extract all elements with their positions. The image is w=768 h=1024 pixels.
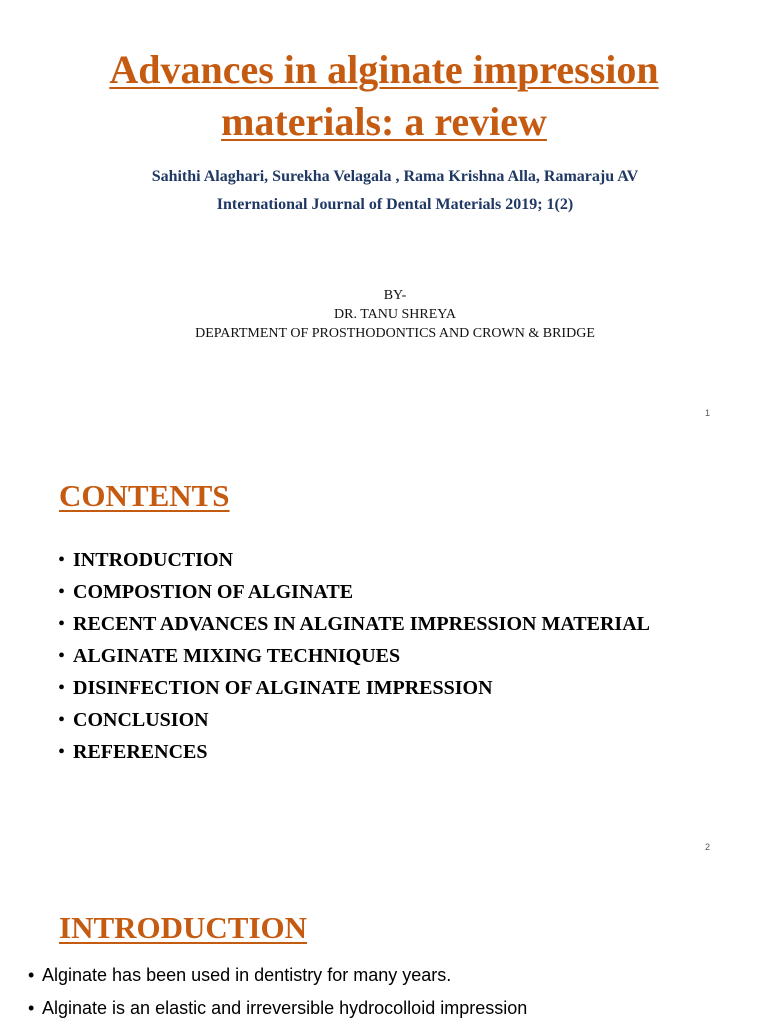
list-item: • DISINFECTION OF ALGINATE IMPRESSION <box>58 676 678 701</box>
authors: Sahithi Alaghari, Surekha Velagala , Rama Krishna Alla, Ramaraju AV <box>151 168 639 185</box>
contents-slide <box>0 432 768 864</box>
introduction-slide <box>0 864 768 1024</box>
journal-citation: International Journal of Dental Materials 2019; 1(2) <box>216 196 574 213</box>
title-slide <box>0 0 768 432</box>
department: DEPARTMENT OF PROSTHODONTICS AND CROWN & BRIDGE <box>195 326 595 341</box>
list-item: • Alginate has been used in dentistry for many years. <box>28 964 748 986</box>
contents-list <box>58 548 678 772</box>
list-item: • ALGINATE MIXING TECHNIQUES <box>58 644 678 669</box>
page-number: 1 <box>704 408 710 418</box>
list-item: • INTRODUCTION <box>58 548 678 573</box>
title-line-2: materials: a review <box>221 99 547 144</box>
presenter-block <box>0 286 768 343</box>
list-item: • Alginate is an elastic and irreversible hydrocolloid impression <box>28 997 748 1019</box>
list-item: • RECENT ADVANCES IN ALGINATE IMPRESSION MATERIAL <box>58 612 678 637</box>
list-item: • REFERENCES <box>58 740 678 765</box>
introduction-title: INTRODUCTION <box>59 910 308 945</box>
list-item: • CONCLUSION <box>58 708 678 733</box>
presentation-title <box>0 44 768 148</box>
introduction-list <box>28 964 748 1024</box>
by-label: BY- <box>383 288 407 303</box>
page-number: 2 <box>704 842 710 852</box>
contents-title: CONTENTS <box>59 478 230 513</box>
list-item: • COMPOSTION OF ALGINATE <box>58 580 678 605</box>
title-line-1: Advances in alginate impression <box>109 47 659 92</box>
presenter-name: DR. TANU SHREYA <box>334 307 456 322</box>
